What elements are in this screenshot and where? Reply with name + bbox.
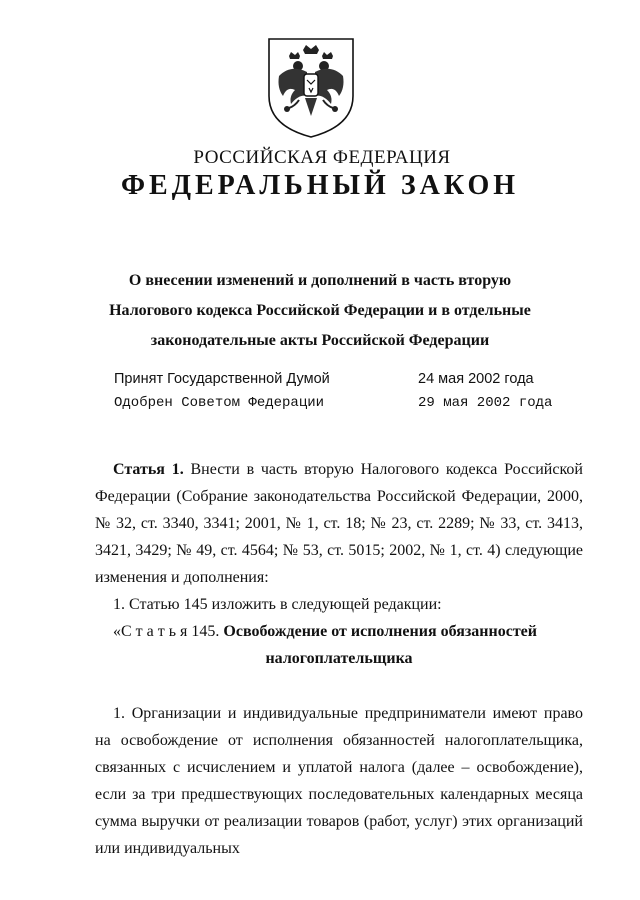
article-145-prefix: «С т а т ь я 145. (113, 623, 220, 640)
article-1-paragraph (95, 456, 583, 591)
subject-line-3: законодательные акты Российской Федерации (150, 332, 490, 349)
adoption-info (114, 371, 554, 419)
approved-label: Одобрен Советом Федерации (114, 395, 325, 411)
coat-of-arms-icon (265, 36, 357, 140)
document-type-title: ФЕДЕРАЛЬНЫЙ ЗАКОН (121, 170, 519, 201)
article-1-item-1: 1. Статью 145 изложить в следующей редакции: (113, 596, 442, 613)
document-body (95, 456, 583, 862)
country-name: РОССИЙСКАЯ ФЕДЕРАЦИЯ (193, 147, 451, 168)
article-1-text: Внести в часть вторую Налогового кодекса Российской Федерации (Собрание законодательства Российской Федерации, 2000, № 32, ст. 3340, 3341; 2001, № 1, ст. 18; № 23, ст. 2289; № 33, ст. 3413, 3421, 3429; № 49, ст. 4564; № 53, ст. 5015; 2002, № 1, ст. 4) следующие изменения и дополнения: (95, 461, 583, 586)
approved-date: 29 мая 2002 года (418, 395, 553, 411)
approved-row (114, 395, 554, 419)
spacer (95, 672, 583, 700)
article-1-heading: Статья 1. (113, 461, 184, 478)
adopted-row (114, 371, 554, 395)
article-145-title-line-2: налогоплательщика (265, 650, 413, 667)
article-145-paragraph-1: 1. Организации и индивидуальные предприниматели имеют право на освобождение от исполнения обязанностей налогоплательщика, связанных с исчислением и уплатой налога (далее – освобождение), если за три предшествующих последовательных календарных месяца сумма выручки от реализации товаров (работ, услуг) этих организаций или индивидуальных (95, 705, 583, 857)
subject-line-1: О внесении изменений и дополнений в часть вторую (128, 272, 512, 289)
adopted-label: Принят Государственной Думой (114, 371, 330, 387)
adopted-date: 24 мая 2002 года (418, 371, 534, 387)
law-subject (0, 266, 640, 356)
subject-line-2: Налогового кодекса Российской Федерации и в отдельные (109, 302, 531, 319)
article-145-title (95, 618, 583, 645)
article-145-title-line-1: Освобождение от исполнения обязанностей (223, 623, 537, 640)
